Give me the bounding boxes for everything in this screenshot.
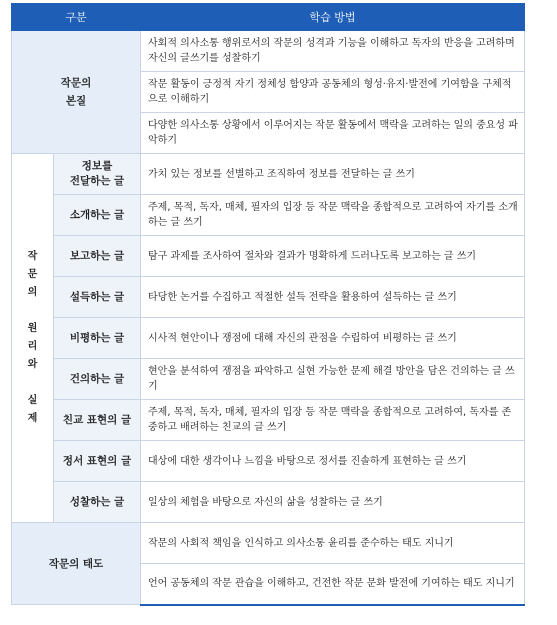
genre-report-desc: 탐구 과제를 조사하여 절차와 결과가 명확하게 드러나도록 보고하는 글 쓰기 — [141, 236, 525, 277]
genre-info — [54, 154, 141, 195]
genre-friendship-desc: 주제, 목적, 독자, 매체, 필자의 입장 등 작문 맥락을 종합적으로 고려하여, 독자를 존중하고 배려하는 친교의 글 쓰기 — [141, 400, 525, 441]
header-category: 구분 — [12, 4, 141, 31]
genre-critique: 비평하는 글 — [54, 318, 141, 359]
learning-method-table — [11, 3, 525, 606]
header-method: 학습 방법 — [141, 4, 525, 31]
genre-friendship: 친교 표현의 글 — [54, 400, 141, 441]
principles-char: 의 — [27, 287, 38, 298]
essence-desc-2: 작문 활동이 긍정적 자기 정체성 함양과 공동체의 형성·유지·발전에 기여함을 구체적으로 이해하기 — [141, 72, 525, 113]
principles-category-cell — [12, 154, 54, 523]
genre-emotion: 정서 표현의 글 — [54, 441, 141, 482]
genre-info-label: 정보를 전달하는 글 — [69, 160, 125, 187]
principles-char: 리 — [27, 341, 38, 352]
genre-critique-desc: 시사적 현안이나 쟁점에 대해 자신의 관점을 수립하여 비평하는 글 쓰기 — [141, 318, 525, 359]
genre-intro-desc: 주제, 목적, 독자, 매체, 필자의 입장 등 작문 맥락을 종합적으로 고려하여 자기를 소개하는 글 쓰기 — [141, 195, 525, 236]
genre-info-desc: 가치 있는 정보를 선별하고 조직하여 정보를 전달하는 글 쓰기 — [141, 154, 525, 195]
table-row — [12, 482, 525, 523]
genre-persuade: 설득하는 글 — [54, 277, 141, 318]
genre-intro: 소개하는 글 — [54, 195, 141, 236]
principles-char: 문 — [27, 269, 38, 280]
genre-suggest: 건의하는 글 — [54, 359, 141, 400]
principles-char: 작 — [27, 251, 38, 262]
genre-reflect: 성찰하는 글 — [54, 482, 141, 523]
table-row — [12, 359, 525, 400]
genre-suggest-desc: 현안을 분석하여 쟁점을 파악하고 실현 가능한 문제 해결 방안을 담은 건의하는 글 쓰기 — [141, 359, 525, 400]
essence-desc-3: 다양한 의사소통 상황에서 이루어지는 작문 활동에서 맥락을 고려하는 일의 중요성 파악하기 — [141, 113, 525, 154]
table-header-row — [12, 4, 525, 31]
table-row — [12, 318, 525, 359]
attitude-desc-1: 작문의 사회적 책임을 인식하고 의사소통 윤리를 준수하는 태도 지니기 — [141, 523, 525, 564]
principles-char: 실 — [27, 395, 38, 406]
attitude-category-cell: 작문의 태도 — [12, 523, 141, 605]
essence-label: 작문의 본질 — [60, 77, 92, 107]
principles-char: 와 — [27, 359, 38, 370]
table-row — [12, 441, 525, 482]
essence-desc-1: 사회적 의사소통 행위로서의 작문의 성격과 기능을 이해하고 독자의 반응을 고려하며 자신의 글쓰기를 성찰하기 — [141, 31, 525, 72]
genre-emotion-desc: 대상에 대한 생각이나 느낌을 바탕으로 정서를 진솔하게 표현하는 글 쓰기 — [141, 441, 525, 482]
table-row — [12, 31, 525, 72]
genre-persuade-desc: 타당한 논거를 수집하고 적절한 설득 전략을 활용하여 설득하는 글 쓰기 — [141, 277, 525, 318]
essence-category-cell — [12, 31, 141, 154]
table-row — [12, 236, 525, 277]
principles-char: 제 — [27, 413, 38, 424]
principles-char: 원 — [27, 323, 38, 334]
genre-reflect-desc: 일상의 체험을 바탕으로 자신의 삶을 성찰하는 글 쓰기 — [141, 482, 525, 523]
table-row — [12, 523, 525, 564]
table-row — [12, 154, 525, 195]
attitude-desc-2: 언어 공동체의 작문 관습을 이해하고, 건전한 작문 문화 발전에 기여하는 태도 지니기 — [141, 564, 525, 605]
table-row — [12, 195, 525, 236]
table-row — [12, 400, 525, 441]
table-row — [12, 277, 525, 318]
genre-report: 보고하는 글 — [54, 236, 141, 277]
